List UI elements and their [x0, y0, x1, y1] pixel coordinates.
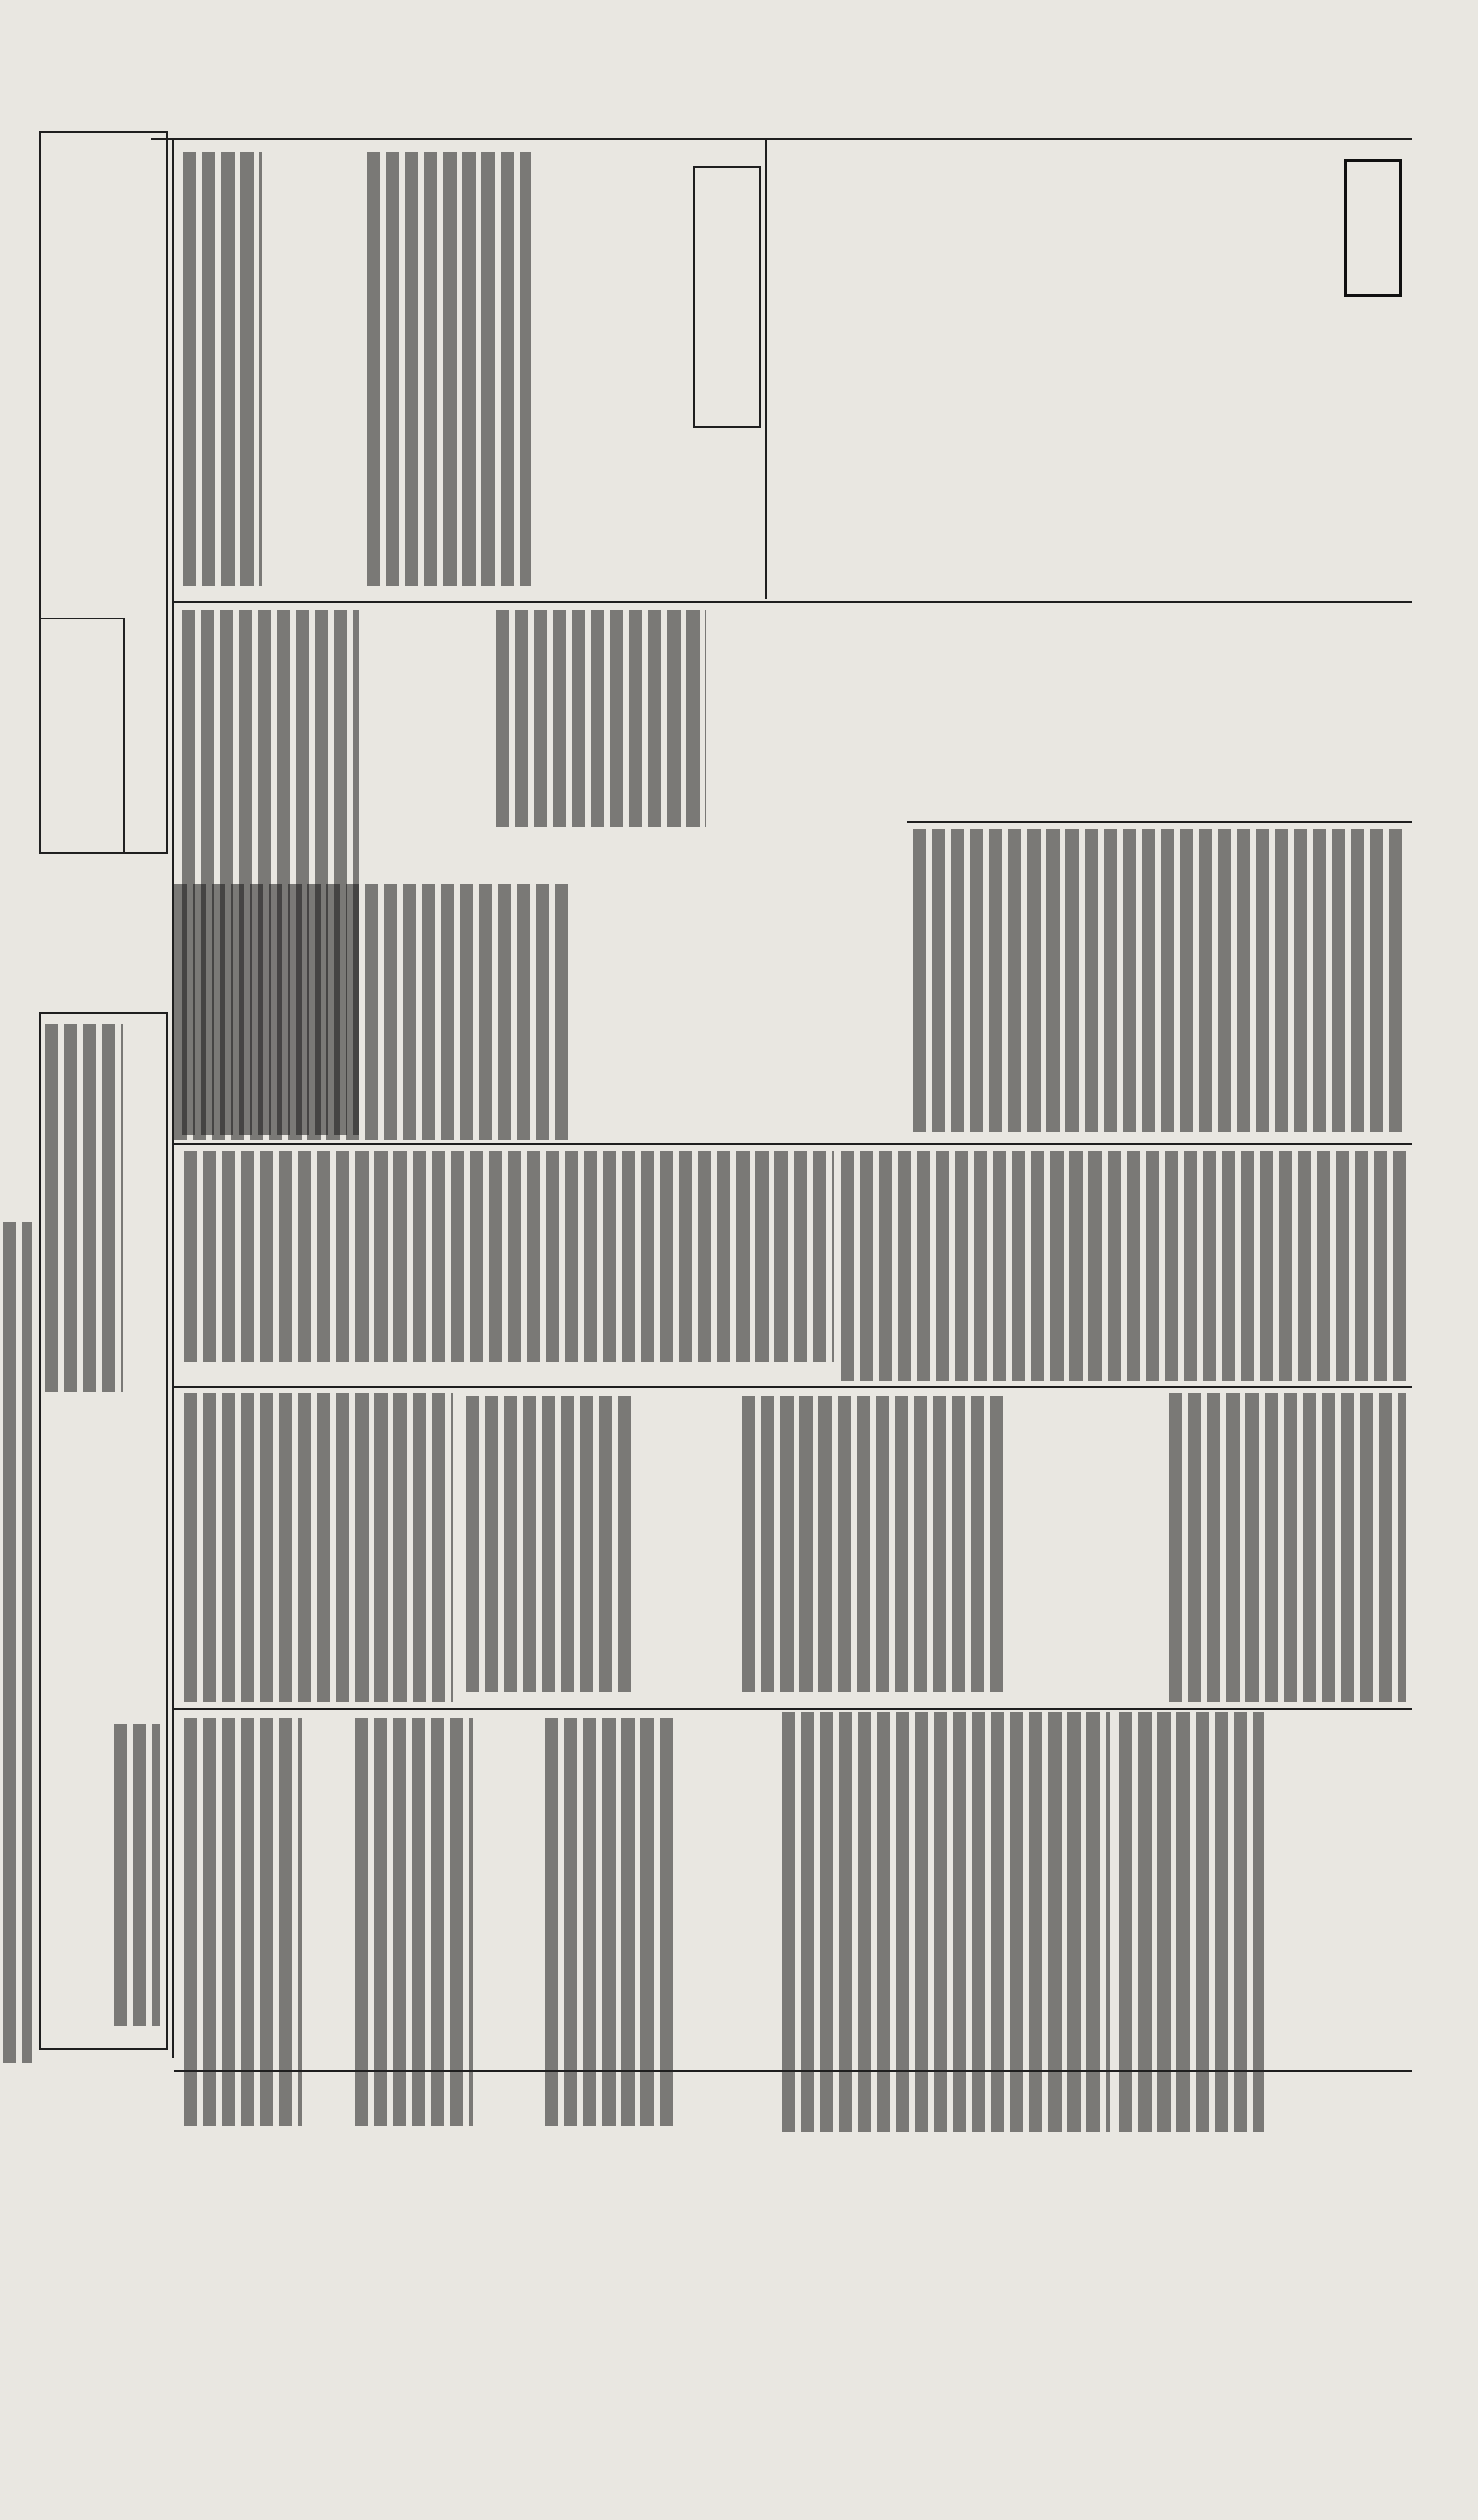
- lead-subhead-4: [714, 610, 793, 827]
- upper-band-rule: [174, 601, 1412, 603]
- war-relief-city: [499, 1725, 526, 1804]
- art-school-name: [114, 1408, 160, 1710]
- notices-rule: [174, 2070, 1412, 2072]
- lower-right-body: [841, 1151, 1406, 1381]
- orders-left-body: [184, 1393, 453, 1702]
- dispatches-header: [1344, 159, 1402, 297]
- orders-right-body: [1169, 1393, 1406, 1702]
- middle-body-1: [496, 610, 706, 827]
- relief-subhead: [1270, 1712, 1310, 2132]
- education-notice: [539, 1712, 775, 2132]
- exam-body: [466, 1396, 633, 1692]
- dispatch-divider: [765, 139, 767, 599]
- lead-subhead-3: [795, 610, 901, 827]
- left-edge-columns: [3, 1222, 32, 2063]
- domestic-headline-1: [623, 152, 686, 560]
- dispatches-section: [907, 139, 1412, 599]
- domestic-headline-2: [269, 152, 361, 461]
- domestic-body-1: [367, 152, 531, 586]
- lead-news-section: [907, 603, 1412, 820]
- war-relief-header: [480, 1810, 526, 2113]
- war-relief-body-1: [355, 1718, 473, 2126]
- domestic-body-2: [183, 152, 262, 586]
- government-orders: [460, 1390, 1163, 1705]
- domestic-subhead-1: [539, 166, 618, 534]
- clinic-ad: [39, 618, 125, 854]
- exam-subhead: [641, 1409, 679, 1679]
- domestic-subhead-2: [269, 468, 361, 586]
- orders-rule: [174, 1386, 1412, 1388]
- lawyer-ad: [39, 1012, 168, 2050]
- lead-headline: [1248, 610, 1406, 813]
- war-relief-subhead: [309, 1725, 348, 1988]
- middle-band-rule: [907, 821, 1412, 823]
- education-body: [545, 1718, 677, 2126]
- war-relief-body-2: [184, 1718, 302, 2126]
- lower-mid-body: [184, 1151, 834, 1362]
- dispatch-item-5: [815, 146, 899, 566]
- dispatch-item-2: [1161, 146, 1247, 566]
- left-edge-sidebar: [3, 158, 38, 1209]
- art-school-body: [114, 1724, 160, 2026]
- lead-subhead-2: [908, 610, 1052, 813]
- education-subhead: [681, 1731, 720, 1994]
- middle-left-body: [174, 884, 568, 1140]
- relief-body: [1119, 1712, 1264, 2132]
- exam-headline: [683, 1396, 729, 1685]
- lead-subhead-1: [1077, 610, 1242, 813]
- relief-committee-box: [1117, 1699, 1412, 2520]
- dispatch-item-1: [1248, 146, 1333, 566]
- dispatch-item-4: [907, 146, 1031, 566]
- middle-right-body: [913, 829, 1406, 1132]
- dispatch-item-3: [1032, 146, 1160, 566]
- art-school-note: [47, 1408, 108, 2026]
- clinic-ad-text: [44, 626, 120, 849]
- lower-band-rule: [174, 1143, 1412, 1145]
- relief-title: [1318, 1712, 1403, 2132]
- war-relief-notice: [177, 1712, 532, 2132]
- wei-yu-headline: [197, 1117, 243, 1367]
- orders-header: [1012, 1396, 1064, 1685]
- lead-dateline: [1055, 610, 1075, 813]
- domestic-news-section: [174, 139, 903, 599]
- orders-body: [742, 1396, 1005, 1692]
- relief-text: [782, 1712, 1110, 2132]
- lawyer-body: [45, 1024, 123, 1392]
- lawyer-headline: [129, 1024, 160, 1392]
- education-header: [723, 1718, 769, 1915]
- dispatch-item-6: [772, 146, 814, 566]
- domestic-news-header: [693, 166, 761, 428]
